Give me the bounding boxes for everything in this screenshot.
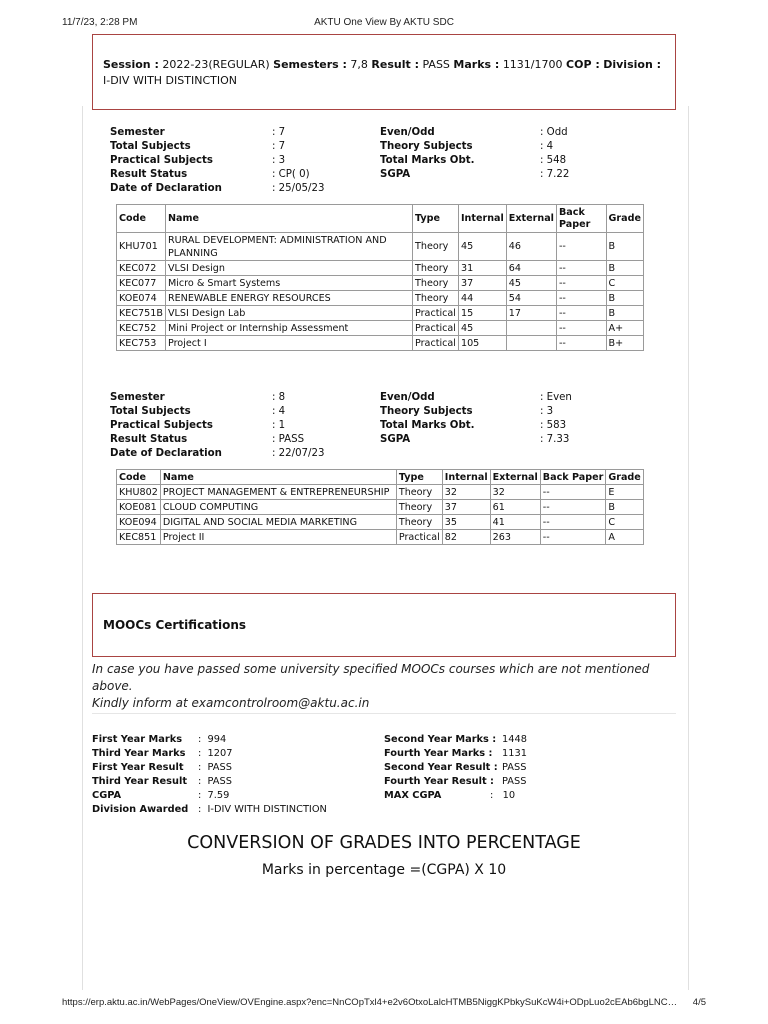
content-border-right [688, 106, 689, 990]
third-year-marks-label: Third Year Marks [92, 748, 186, 759]
col-back-paper: Back Paper [540, 470, 606, 485]
sem7-theory-subjects-label: Theory Subjects [380, 141, 473, 152]
sem7-sgpa-value: : 7.22 [540, 169, 570, 180]
cell-grade: B [606, 500, 644, 515]
col-name: Name [165, 205, 412, 233]
sem7-declaration-label: Date of Declaration [110, 183, 222, 194]
division-value: I-DIV WITH DISTINCTION [103, 74, 237, 87]
cell-name: PROJECT MANAGEMENT & ENTREPRENEURSHIP [160, 485, 396, 500]
moocs-note [92, 661, 692, 712]
section-divider [92, 713, 676, 714]
cell-grade: A [606, 530, 644, 545]
cell-internal: 105 [458, 336, 506, 351]
table-row [117, 291, 644, 306]
second-year-result-value: PASS [502, 762, 527, 773]
sem7-total-marks-value: : 548 [540, 155, 567, 166]
cell-grade: B+ [606, 336, 643, 351]
cell-code: KHU701 [117, 233, 166, 261]
cell-external: 46 [506, 233, 556, 261]
cell-name: Mini Project or Internship Assessment [165, 321, 412, 336]
sem7-semester-value: : 7 [272, 127, 286, 138]
sem8-info [110, 391, 580, 463]
division-awarded-label: Division Awarded [92, 804, 189, 815]
cell-code: KOE074 [117, 291, 166, 306]
table-row [117, 233, 644, 261]
cell-back-paper: -- [556, 261, 606, 276]
print-footer [62, 997, 706, 1011]
cell-back-paper: -- [540, 500, 606, 515]
col-back-paper: Back Paper [556, 205, 606, 233]
cgpa-value: : 7.59 [198, 790, 230, 801]
col-code: Code [117, 470, 161, 485]
cell-external: 61 [490, 500, 540, 515]
session-value: 2022-23(REGULAR) [162, 58, 270, 71]
cell-name-line1: RURAL DEVELOPMENT: ADMINISTRATION AND [167, 234, 387, 246]
table-row [117, 485, 644, 500]
cell-back-paper: -- [540, 485, 606, 500]
col-type: Type [396, 470, 442, 485]
cell-external: 263 [490, 530, 540, 545]
cell-internal: 37 [458, 276, 506, 291]
cell-external: 41 [490, 515, 540, 530]
cell-internal: 45 [458, 233, 506, 261]
cell-type: Theory [396, 485, 442, 500]
marks-label: Marks : [453, 58, 500, 71]
cell-name: Micro & Smart Systems [165, 276, 412, 291]
semesters-label: Semesters : [273, 58, 347, 71]
cell-name: VLSI Design Lab [165, 306, 412, 321]
cell-code: KEC752 [117, 321, 166, 336]
sem7-theory-subjects-value: : 4 [540, 141, 554, 152]
first-year-result-value: : PASS [198, 762, 232, 773]
division-awarded-value: : I-DIV WITH DISTINCTION [198, 804, 327, 815]
session-label: Session : [103, 58, 159, 71]
cell-type: Practical [413, 321, 459, 336]
cell-grade: A+ [606, 321, 643, 336]
table-row [117, 530, 644, 545]
sem7-semester-label: Semester [110, 127, 165, 138]
sem7-marks-table [116, 204, 644, 351]
cell-internal: 37 [442, 500, 490, 515]
col-internal: Internal [442, 470, 490, 485]
table-row [117, 336, 644, 351]
cell-internal: 31 [458, 261, 506, 276]
semesters-value: 7,8 [350, 58, 368, 71]
table-row [117, 306, 644, 321]
cell-internal: 35 [442, 515, 490, 530]
col-name: Name [160, 470, 396, 485]
fourth-year-result-label: Fourth Year Result : [384, 776, 494, 787]
first-year-marks-label: First Year Marks [92, 734, 183, 745]
cell-back-paper: -- [556, 291, 606, 306]
sem8-total-subjects-value: : 4 [272, 406, 286, 417]
overall-summary [92, 733, 542, 819]
sem8-marks-table [116, 469, 644, 545]
col-grade: Grade [606, 470, 644, 485]
cell-back-paper: -- [556, 233, 606, 261]
cell-name: CLOUD COMPUTING [160, 500, 396, 515]
sem7-practical-subjects-label: Practical Subjects [110, 155, 213, 166]
cell-type: Theory [396, 500, 442, 515]
cell-code: KEC851 [117, 530, 161, 545]
table-header-row [117, 470, 644, 485]
cell-back-paper: -- [556, 336, 606, 351]
fourth-year-result-value: PASS [502, 776, 527, 787]
sem8-declaration-value: : 22/07/23 [272, 448, 325, 459]
cell-internal: 82 [442, 530, 490, 545]
cell-type: Theory [396, 515, 442, 530]
cell-back-paper: -- [556, 306, 606, 321]
table-row [117, 515, 644, 530]
cell-internal: 32 [442, 485, 490, 500]
conversion-title: CONVERSION OF GRADES INTO PERCENTAGE [187, 833, 581, 853]
cop-label: COP : [566, 58, 600, 71]
cell-type: Theory [413, 233, 459, 261]
cell-grade: B [606, 233, 643, 261]
cell-internal: 44 [458, 291, 506, 306]
cell-external: 54 [506, 291, 556, 306]
cell-type: Theory [413, 291, 459, 306]
sem8-sgpa-value: : 7.33 [540, 434, 570, 445]
sem8-total-marks-label: Total Marks Obt. [380, 420, 475, 431]
print-page-number: 4/5 [692, 997, 706, 1008]
table-row [117, 321, 644, 336]
max-cgpa-value: : 10 [490, 790, 516, 801]
cell-grade: B [606, 306, 643, 321]
sem7-result-status-label: Result Status [110, 169, 188, 180]
first-year-marks-value: : 994 [198, 734, 227, 745]
print-title: AKTU One View By AKTU SDC [314, 17, 454, 28]
session-summary-box [92, 34, 676, 110]
col-external: External [490, 470, 540, 485]
cell-code: KEC077 [117, 276, 166, 291]
cell-external: 17 [506, 306, 556, 321]
cell-grade: C [606, 515, 644, 530]
col-grade: Grade [606, 205, 643, 233]
cell-name-line2: PLANNING [167, 247, 218, 259]
cell-code: KEC751B [117, 306, 166, 321]
second-year-marks-label: Second Year Marks : [384, 734, 497, 745]
sem7-practical-subjects-value: : 3 [272, 155, 286, 166]
third-year-result-label: Third Year Result [92, 776, 187, 787]
cell-type: Theory [413, 276, 459, 291]
cell-name: RENEWABLE ENERGY RESOURCES [165, 291, 412, 306]
sem7-declaration-value: : 25/05/23 [272, 183, 325, 194]
cell-grade: E [606, 485, 644, 500]
fourth-year-marks-value: 1131 [502, 748, 527, 759]
cgpa-label: CGPA [92, 790, 122, 801]
cell-code: KEC753 [117, 336, 166, 351]
col-external: External [506, 205, 556, 233]
table-row [117, 261, 644, 276]
sem8-declaration-label: Date of Declaration [110, 448, 222, 459]
cell-back-paper: -- [556, 321, 606, 336]
sem8-even-odd-label: Even/Odd [380, 392, 435, 403]
cell-internal: 15 [458, 306, 506, 321]
max-cgpa-label: MAX CGPA [384, 790, 442, 801]
cell-back-paper: -- [540, 515, 606, 530]
table-header-row [117, 205, 644, 233]
sem8-result-status-label: Result Status [110, 434, 188, 445]
first-year-result-label: First Year Result [92, 762, 184, 773]
cell-code: KEC072 [117, 261, 166, 276]
division-label: Division : [603, 58, 662, 71]
moocs-box [92, 593, 676, 657]
sem8-total-marks-value: : 583 [540, 420, 567, 431]
cell-type: Theory [413, 261, 459, 276]
sem7-total-subjects-label: Total Subjects [110, 141, 191, 152]
third-year-marks-value: : 1207 [198, 748, 233, 759]
print-header [62, 17, 706, 31]
sem7-even-odd-value: : Odd [540, 127, 568, 138]
sem7-total-marks-label: Total Marks Obt. [380, 155, 475, 166]
third-year-result-value: : PASS [198, 776, 232, 787]
col-type: Type [413, 205, 459, 233]
col-internal: Internal [458, 205, 506, 233]
second-year-marks-value: 1448 [502, 734, 527, 745]
cell-name: VLSI Design [165, 261, 412, 276]
cell-external: 32 [490, 485, 540, 500]
moocs-note-line1: In case you have passed some university specified MOOCs courses which are not mentioned above. [92, 662, 650, 693]
fourth-year-marks-label: Fourth Year Marks : [384, 748, 493, 759]
cell-name [165, 233, 412, 261]
sem8-practical-subjects-label: Practical Subjects [110, 420, 213, 431]
cell-back-paper: -- [540, 530, 606, 545]
print-datetime: 11/7/23, 2:28 PM [62, 17, 138, 28]
cell-name: DIGITAL AND SOCIAL MEDIA MARKETING [160, 515, 396, 530]
second-year-result-label: Second Year Result : [384, 762, 498, 773]
cell-grade: C [606, 276, 643, 291]
cell-internal: 45 [458, 321, 506, 336]
sem8-result-status-value: : PASS [272, 434, 305, 445]
sem8-semester-label: Semester [110, 392, 165, 403]
result-value: PASS [422, 58, 450, 71]
cell-type: Practical [413, 306, 459, 321]
sem7-total-subjects-value: : 7 [272, 141, 286, 152]
cell-grade: B [606, 291, 643, 306]
cell-external: 45 [506, 276, 556, 291]
conversion-formula: Marks in percentage =(CGPA) X 10 [261, 862, 507, 878]
result-label: Result : [371, 58, 419, 71]
cell-grade: B [606, 261, 643, 276]
moocs-title: MOOCs Certifications [103, 618, 247, 632]
cell-code: KOE094 [117, 515, 161, 530]
table-row [117, 276, 644, 291]
cell-name: Project II [160, 530, 396, 545]
content-border-left [82, 106, 83, 990]
sem8-practical-subjects-value: : 1 [272, 420, 286, 431]
sem7-sgpa-label: SGPA [380, 169, 411, 180]
cell-back-paper: -- [556, 276, 606, 291]
sem8-sgpa-label: SGPA [380, 434, 411, 445]
cell-type: Practical [396, 530, 442, 545]
cell-code: KOE081 [117, 500, 161, 515]
cell-external: 64 [506, 261, 556, 276]
cell-type: Practical [413, 336, 459, 351]
sem7-even-odd-label: Even/Odd [380, 127, 435, 138]
cell-name: Project I [165, 336, 412, 351]
col-code: Code [117, 205, 166, 233]
sem8-theory-subjects-label: Theory Subjects [380, 406, 473, 417]
sem8-total-subjects-label: Total Subjects [110, 406, 191, 417]
marks-value: 1131/1700 [502, 58, 563, 71]
sem7-info [110, 126, 580, 198]
table-row [117, 500, 644, 515]
sem7-result-status-value: : CP( 0) [272, 169, 310, 180]
sem8-theory-subjects-value: : 3 [540, 406, 554, 417]
cell-external [506, 321, 556, 336]
cell-external [506, 336, 556, 351]
print-url: https://erp.aktu.ac.in/WebPages/OneView/OVEngine.aspx?enc=NnCOpTxl4+e2v6OtxoLalcHTMB5NiggKPbkySuKcW4i+ODpLuo2cEAb6bgLNC… [62, 997, 678, 1008]
sem8-semester-value: : 8 [272, 392, 286, 403]
moocs-note-line2: Kindly inform at examcontrolroom@aktu.ac.in [92, 696, 370, 710]
cell-code: KHU802 [117, 485, 161, 500]
sem8-even-odd-value: : Even [540, 392, 572, 403]
